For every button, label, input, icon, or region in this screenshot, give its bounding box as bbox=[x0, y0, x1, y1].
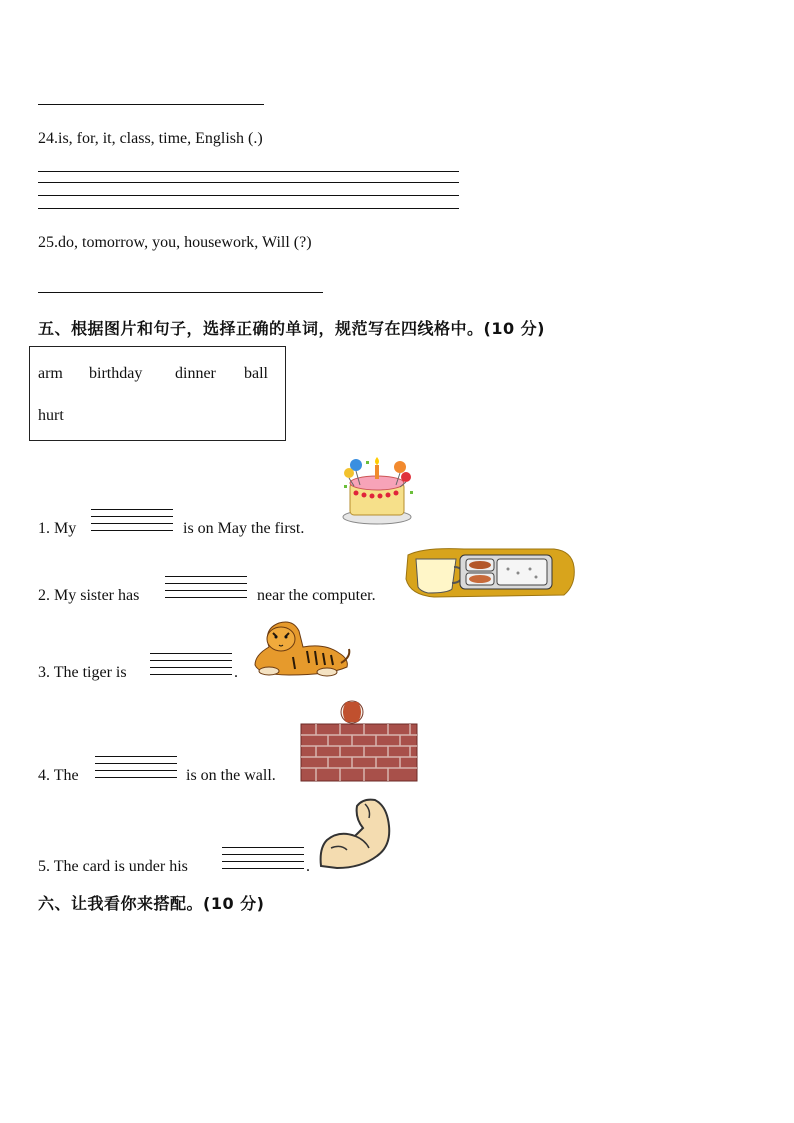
sentence-1-start: 1. My bbox=[38, 520, 77, 537]
sentence-2-start: 2. My sister has bbox=[38, 587, 140, 604]
word-bank bbox=[29, 346, 286, 441]
answer-line[interactable] bbox=[38, 292, 323, 293]
four-line-grid[interactable] bbox=[222, 847, 304, 869]
answer-line[interactable] bbox=[38, 195, 459, 196]
word-bank-item: ball bbox=[244, 365, 268, 382]
sentence-2-end: near the computer. bbox=[257, 587, 376, 604]
four-line-grid[interactable] bbox=[91, 509, 173, 531]
four-line-grid[interactable] bbox=[150, 653, 232, 675]
question-25: 25.do, tomorrow, you, housework, Will (?) bbox=[38, 234, 312, 251]
sentence-5-end: . bbox=[306, 858, 310, 875]
word-bank-item: arm bbox=[38, 365, 63, 382]
answer-line[interactable] bbox=[38, 171, 459, 172]
sentence-3-end: . bbox=[234, 664, 238, 681]
word-bank-item: hurt bbox=[38, 407, 64, 424]
sentence-4-start: 4. The bbox=[38, 767, 79, 784]
dinner-tray-picture bbox=[404, 545, 576, 601]
tiger-picture bbox=[249, 617, 353, 679]
four-line-grid[interactable] bbox=[165, 576, 247, 598]
answer-line[interactable] bbox=[38, 104, 264, 105]
sentence-4-end: is on the wall. bbox=[186, 767, 276, 784]
section-5-heading: 五、根据图片和句子，选择正确的单词，规范写在四线格中。(10 分) bbox=[38, 319, 545, 338]
sentence-1-end: is on May the first. bbox=[183, 520, 305, 537]
sentence-3-start: 3. The tiger is bbox=[38, 664, 127, 681]
arm-picture bbox=[317, 796, 393, 872]
word-bank-item: dinner bbox=[175, 365, 216, 382]
section-6-heading: 六、让我看你来搭配。(10 分) bbox=[38, 894, 265, 913]
sentence-5-start: 5. The card is under his bbox=[38, 858, 188, 875]
four-line-grid[interactable] bbox=[95, 756, 177, 778]
answer-line[interactable] bbox=[38, 208, 459, 209]
word-bank-item: birthday bbox=[89, 365, 143, 382]
answer-line[interactable] bbox=[38, 182, 459, 183]
question-24: 24.is, for, it, class, time, English (.) bbox=[38, 130, 263, 147]
birthday-cake-picture bbox=[336, 453, 418, 529]
ball-on-wall-picture bbox=[300, 700, 418, 782]
